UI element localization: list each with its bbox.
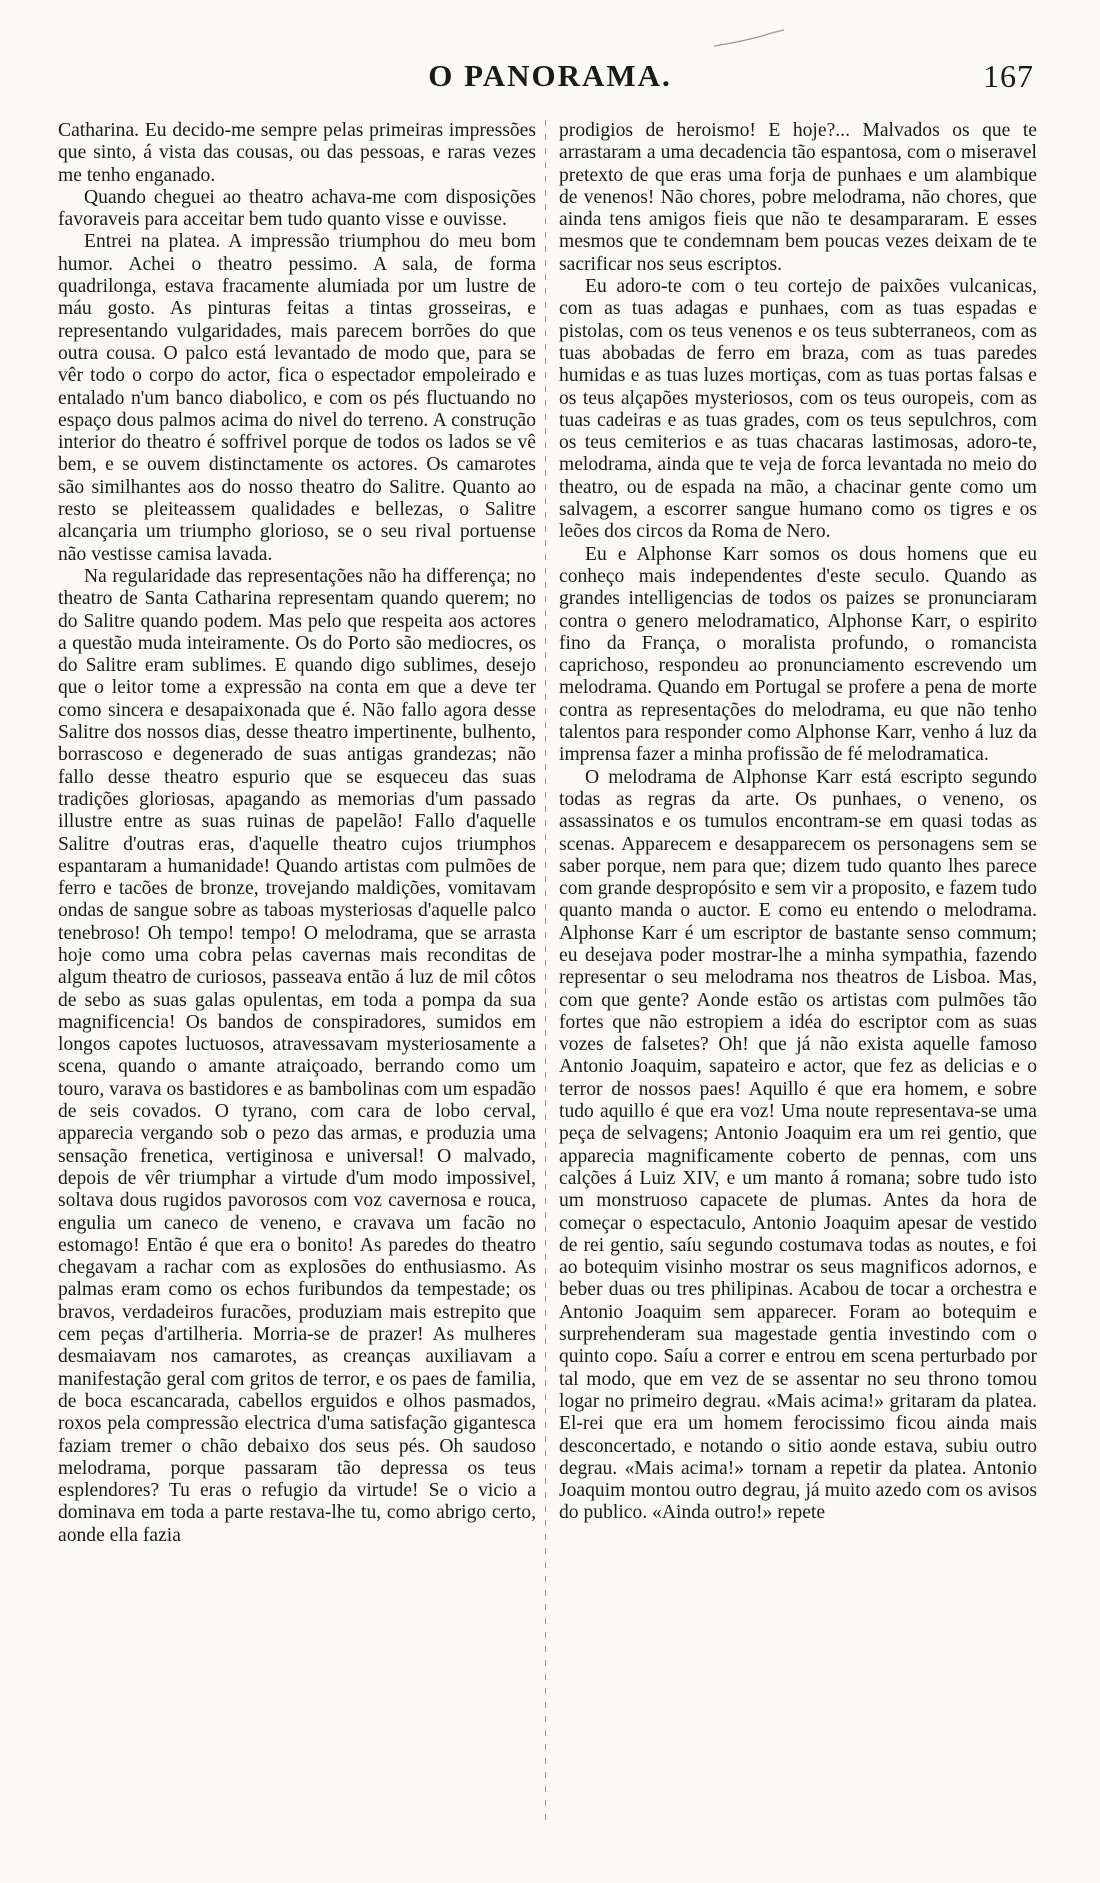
paragraph: Eu e Alphonse Karr somos os dous homens que eu conheço mais independentes d'este seculo. Quando as grandes intelligencias de todos os paizes se pronunciaram contra o genero melodramatico, Alphonse Karr, o espirito fino da França, o moralista profundo, o romancista caprichoso, respondeu ao pronunciamento escrevendo um melodrama. Quando em Portugal se profere a pena de morte contra as representações do melodrama, eu que não tenho talentos para responder como Alphonse Karr, venho á luz da imprensa fazer a minha profissão de fé melodramatica. <box>559 543 1037 766</box>
paragraph: Catharina. Eu decido-me sempre pelas primeiras impressões que sinto, á vista das cousas, ou das pessoas, e raras vezes me tenho enganado. <box>58 120 536 186</box>
page-number: 167 <box>983 58 1034 94</box>
right-column <box>559 120 1037 1525</box>
page-header <box>0 58 1100 98</box>
paragraph: Quando cheguei ao theatro achava-me com disposições favoraveis para acceitar bem tudo quanto visse e ouvisse. <box>58 186 536 231</box>
article-body <box>0 120 1100 1840</box>
paragraph: prodigios de heroismo! E hoje?... Malvados os que te arrastaram a uma decadencia tão espantosa, com o miseravel pretexto de que eras uma forja de punhaes e um alambique de venenos! Não chores, pobre melodrama, não chores, que ainda tens amigos fieis que não te desampararam. E esses mesmos que te condemnam bem poucas vezes deixam de te sacrificar nos seus escriptos. <box>559 120 1037 275</box>
page-title: O PANORAMA. <box>428 58 672 93</box>
paragraph: Eu adoro-te com o teu cortejo de paixões vulcanicas, com as tuas adagas e punhaes, com as tuas espadas e pistolas, com os teus venenos e os teus subterraneos, com as tuas abobadas de ferro em braza, com as tuas paredes humidas e as tuas luzes mortiças, com as tuas portas falsas e os teus alçapões mysteriosos, com os teus ouropeis, com as tuas cadeiras e as tuas grades, com os teus sepulchros, com os teus cemiterios e as tuas chacaras lastimosas, adoro-te, melodrama, ainda que te veja de forca levantada no meio do theatro, ou de espada na mão, a chacinar gente como um salvagem, a escorrer sangue humano como os tigres e os leões dos circos da Roma de Nero. <box>559 276 1037 543</box>
ink-mark <box>710 28 790 52</box>
paragraph: Entrei na platea. A impressão triumphou do meu bom humor. Achei o theatro pessimo. A sala, de forma quadrilonga, estava fracamente alumiada por um lustre de máu gosto. As pinturas feitas a tintas grosseiras, e representando vulgaridades, mais parecem borrões do que outra cousa. O palco está levantado de modo que, para se vêr todo o corpo do actor, fica o espectador empoleirado e entalado n'um banco diabolico, e com os pés fluctuando no espaço dous palmos acima do nivel do terreno. A construção interior do theatro é soffrivel porque de todos os lados se vê bem, e se ouvem distinctamente os actores. Os camarotes são similhantes aos do nosso theatro do Salitre. Quanto ao resto se pleiteassem qualidades e bellezas, o Salitre alcançaria um triumpho glorioso, se o seu rival portuense não vestisse camisa lavada. <box>58 231 536 565</box>
paragraph: Na regularidade das representações não ha differença; no theatro de Santa Catharina representam quando querem; no do Salitre quando podem. Mas pelo que respeita aos actores a questão muda inteiramente. Os do Porto são mediocres, os do Salitre eram sublimes. E quando digo sublimes, desejo que o leitor tome a expressão na conta em que a deve ter como sincera e desapaixonada que é. Não fallo agora desse Salitre dos nossos dias, desse theatro impertinente, bulhento, borrascoso e degenerado de suas antigas grandezas; não fallo desse theatro espurio que se esqueceu das suas tradições gloriosas, apagando as memorias d'um passado illustre entre as suas ruinas de papelão! Fallo d'aquelle Salitre d'outras eras, d'aquelle theatro cujos triumphos espantaram a humanidade! Quando artistas com pulmões de ferro e tacões de bronze, trovejando maldições, vomitavam ondas de sangue sobre as taboas mysteriosas d'aquelle palco tenebroso! Oh tempo! tempo! O melodrama, que se arrasta hoje como uma cobra pelas cavernas mais reconditas de algum theatro de curiosos, passeava então á luz de mil côtos de sebo as suas galas opulentas, em toda a pompa da sua magnificencia! Os bandos de conspiradores, sumidos em longos capotes luctuosos, atravessavam mysteriosamente a scena, quando o amante atraiçoado, berrando como um touro, varava os bastidores e as bambolinas com um espadão de seis covados. O tyrano, com cara de lobo cerval, apparecia vergando sob o pezo das armas, e produzia uma sensação frenetica, vertiginosa e universal! O malvado, depois de vêr triumphar a virtude d'um modo impossivel, soltava dous rugidos pavorosos com voz cavernosa e rouca, engulia um caneco de veneno, e cravava um facão no estomago! Então é que era o bonito! As paredes do theatro chegavam a rachar com as explosões do enthusiasmo. As palmas eram como os echos furibundos da tempestade; os bravos, verdadeiros furacões, produziam mais estrepito que cem peças d'artilheria. Morria-se de prazer! As mulheres desmaiavam nos camarotes, as creanças auxiliavam a manifestação geral com gritos de terror, e os paes de familia, de boca escancarada, cabellos erguidos e olhos pasmados, roxos pela compressão electrica d'uma satisfação gigantesca faziam tremer o chão debaixo dos seus pés. Oh saudoso melodrama, porque passaram tão depressa os teus esplendores? Tu eras o refugio da virtude! Se o vicio a dominava em toda a parte restava-lhe tu, como abrigo certo, aonde ella fazia <box>58 565 536 1546</box>
left-column <box>58 120 536 1547</box>
paragraph: O melodrama de Alphonse Karr está escripto segundo todas as regras da arte. Os punhaes, o veneno, os assassinatos e os tumulos encontram-se em quasi todas as scenas. Apparecem e desapparecem os personagens sem se saber porque, nem para que; dizem tudo quanto lhes parece com grande despropósito e sem vir a proposito, e fazem tudo quanto manda o auctor. E como eu entendo o melodrama. Alphonse Karr é um escriptor de bastante senso commum; eu desejava poder mostrar-lhe a minha sympathia, fazendo representar o seu melodrama nos theatros de Lisboa. Mas, com que gente? Aonde estão os artistas com pulmões tão fortes que não estropiem a idéa do escriptor com as suas vozes de falsetes? Oh! que já não exista aquelle famoso Antonio Joaquim, sapateiro e actor, que fez as delicias e o terror de nossos paes! Aquillo é que era homem, e sobre tudo aquillo é que era voz! Uma noute representava-se uma peça de selvagens; Antonio Joaquim era um rei gentio, que apparecia magnificamente coberto de pennas, com uns calções á Luiz XIV, e um manto á romana; sobre tudo isto um monstruoso capacete de plumas. Antes da hora de começar o espectaculo, Antonio Joaquim apesar de vestido de rei gentio, saíu segundo costumava todas as noutes, e foi ao botequim visinho mostrar os seus magnificos adornos, e beber duas ou tres philipinas. Acabou de tocar a orchestra e Antonio Joaquim sem apparecer. Foram ao botequim e surprehenderam sua magestade gentia investindo com o quinto copo. Saíu a correr e entrou em scena perturbado por tal modo, que em vez de se assentar no seu throno tomou logar no primeiro degrau. «Mais acima!» gritaram da platea. El-rei que era um homem ferocissimo ficou ainda mais desconcertado, e notando o sitio aonde estava, subiu outro degrau. «Mais acima!» tornam a repetir da platea. Antonio Joaquim montou outro degrau, já muito azedo com os avisos do publico. «Ainda outro!» repete <box>559 766 1037 1524</box>
